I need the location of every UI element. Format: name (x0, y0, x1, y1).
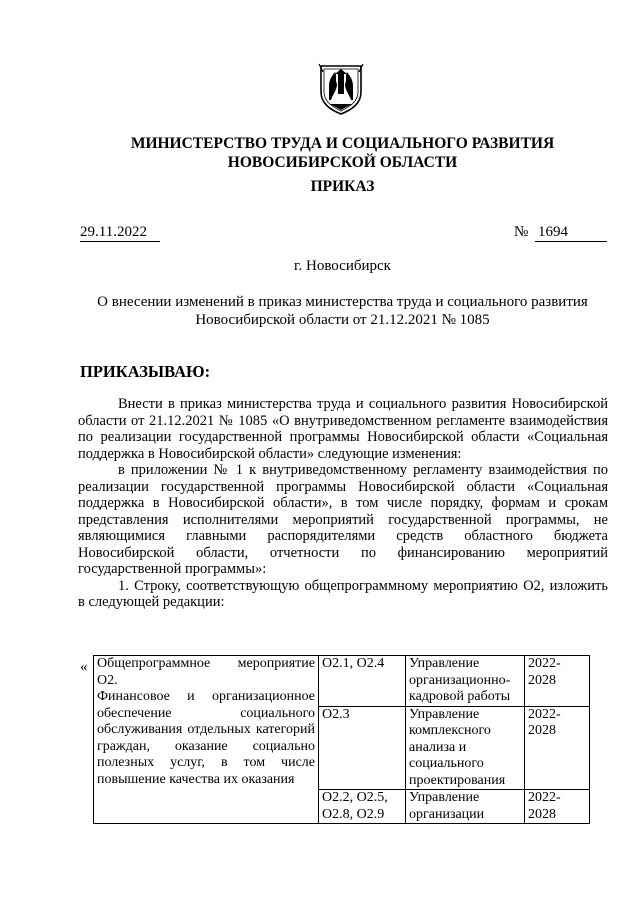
period-cell: 2022-2028 (525, 656, 590, 707)
paragraph: 1. Строку, соответствующую общепрограммному мероприятию О2, изложить в следующей редакции: (78, 577, 608, 610)
order-body (78, 396, 608, 611)
city: г. Новосибирск (294, 258, 391, 274)
codes-cell: О2.1, О2.4 (319, 656, 406, 707)
open-quote: « (80, 659, 88, 675)
period-cell: 2022-2028 (525, 706, 590, 790)
department-cell: Управление комплексного анализа и социального проектирования (406, 706, 525, 790)
document-date: 29.11.2022 (80, 224, 160, 242)
department-cell: Управление организации (406, 790, 525, 824)
period-cell: 2022-2028 (525, 790, 590, 824)
ministry-line-2: НОВОСИБИРСКОЙ ОБЛАСТИ (227, 154, 458, 171)
subject (75, 293, 610, 329)
document-type: ПРИКАЗ (310, 178, 375, 195)
order-word: ПРИКАЗЫВАЮ: (80, 362, 211, 381)
paragraph: в приложении № 1 к внутриведомственному регламенту взаимодействия по реализации государственной программы Новосибирской области «Социальная поддержка в Новосибирской области», в том числе порядку, формам и срокам представления исполнителями мероприятий государственной программы, не являющимися главными распорядителями средств областного бюджета Новосибирской области, отчетности по финансированию мероприятий государственной программы»: (78, 462, 608, 577)
activity-table (93, 655, 590, 824)
department-cell: Управление организационно-кадровой работы (406, 656, 525, 707)
subject-line-1: О внесении изменений в приказ министерства труда и социального развития (97, 294, 588, 310)
ministry-name (60, 134, 625, 172)
paragraph: Внести в приказ министерства труда и социального развития Новосибирской области от 21.12.2021 № 1085 «О внутриведомственном регламенте взаимодействия по реализации государственной программы Новосибирской области «Социальная поддержка в Новосибирской области» следующие изменения: (78, 396, 608, 462)
activity-cell (94, 656, 319, 824)
codes-cell: О2.2, О2.5, О2.8, О2.9 (319, 790, 406, 824)
number-sign: № (514, 224, 529, 240)
activity-title: Общепрограммное мероприятие О2. (97, 656, 315, 688)
table-row (94, 656, 590, 707)
activity-text: Финансовое и организационное обеспечение социального обслуживания отдельных категорий граждан, оказание социально полезных услуг, в том числе повышение качества их оказания (97, 689, 315, 787)
ministry-line-1: МИНИСТЕРСТВО ТРУДА И СОЦИАЛЬНОГО РАЗВИТИЯ (130, 135, 555, 152)
subject-line-2: Новосибирской области от 21.12.2021 № 1085 (195, 312, 490, 328)
codes-cell: О2.3 (319, 706, 406, 790)
coat-of-arms-emblem (315, 60, 367, 116)
document-number: 1694 (535, 224, 607, 242)
